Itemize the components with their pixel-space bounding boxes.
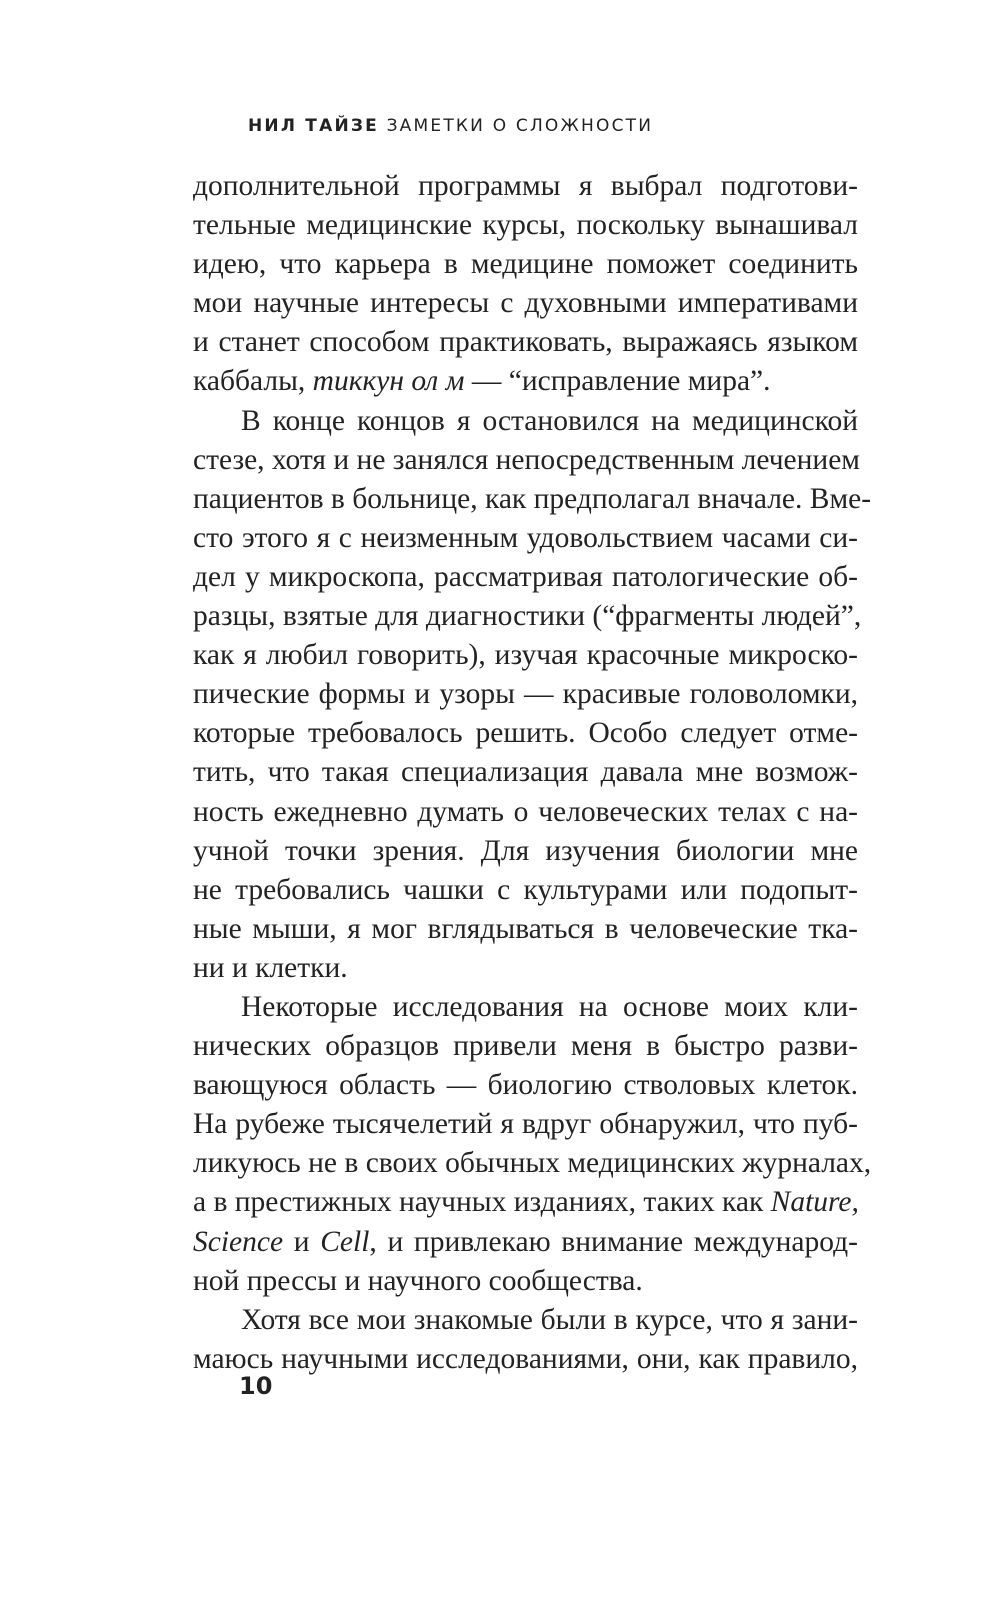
text-line: учной точки зрения. Для изучения биологии мне [193,834,858,867]
text-run: — “исправление мира”. [464,365,771,398]
text-line: На рубеже тысячелетий я вдруг обнаружил, что пуб- [193,1108,858,1141]
paragraph-1 [193,167,858,402]
text-line: маюсь научными исследованиями, они, как правило, [193,1342,858,1375]
italic-term-tikkun-olam: тиккун ол м [312,365,465,398]
text-line: ные мыши, я мог вглядываться в человеческие тка- [193,912,858,945]
text-line: ликуюсь не в своих обычных медицинских журналах, [193,1147,872,1180]
page-number: 10 [239,1372,273,1400]
text-run: каббалы, [193,365,313,398]
text-line: идею, что карьера в медицине поможет соединить [193,248,858,281]
running-head-book-title: ЗАМЕТКИ О СЛОЖНОСТИ [386,116,654,136]
text-line: дел у микроскопа, рассматривая патологические об- [193,560,858,593]
text-line [193,362,858,401]
text-line: вающуюся область — биологию стволовых клеток. [193,1069,858,1102]
text-line: дополнительной программы я выбрал подготови- [193,170,858,202]
text-line: нических образцов привели меня в быстро разви- [193,1030,858,1063]
text-line: как я любил говорить), изучая красочные микроско- [193,639,858,672]
italic-journal-science: Science [193,1225,284,1258]
text-line: пациентов в больнице, как предполагал вначале. Вме- [193,482,872,515]
text-line: В конце концов я остановился на медицинской [241,404,858,437]
paragraph-3 [193,988,872,1301]
text-line: мои научные интересы с духовными императивами [193,287,858,320]
text-line: не требовались чашки с культурами или подопыт- [193,873,858,906]
text-run: а в престижных научных изданиях, таких как [193,1186,771,1219]
text-line: сто этого я с неизменным удовольствием часами си- [193,521,858,554]
paragraph-2 [193,402,872,988]
body-text [193,167,872,1379]
text-line: тельные медицинские курсы, поскольку вынашивал [193,209,858,242]
italic-journal-cell: Cell [320,1225,370,1258]
text-line [193,1223,858,1262]
running-head [248,116,653,136]
text-line [193,1183,858,1222]
text-line: ность ежедневно думать о человеческих телах с на- [193,795,858,828]
text-line: Хотя все мои знакомые были в курсе, что я зани- [241,1303,858,1336]
text-line: и станет способом практиковать, выражаясь языком [193,326,858,359]
running-head-author: НИЛ ТАЙЗЕ [248,116,379,136]
text-line: ной прессы и научного сообщества. [193,1264,643,1297]
text-run: , и привлекаю внимание международ- [369,1225,858,1258]
text-run: и [283,1225,321,1258]
text-line: ни и клетки. [193,951,348,984]
text-line: разцы, взятые для диагностики (“фрагменты людей”, [193,600,862,633]
text-line: стезе, хотя и не занялся непосредственным лечением [193,443,860,476]
text-line: пические формы и узоры — красивые головоломки, [193,678,858,711]
text-line: тить, что такая специализация давала мне возмож- [193,756,858,789]
italic-journal-nature: Nature, [770,1186,859,1219]
text-line: которые требовалось решить. Особо следует отме- [193,717,858,750]
text-line: Некоторые исследования на основе моих кли- [241,990,858,1023]
paragraph-4 [193,1301,858,1379]
